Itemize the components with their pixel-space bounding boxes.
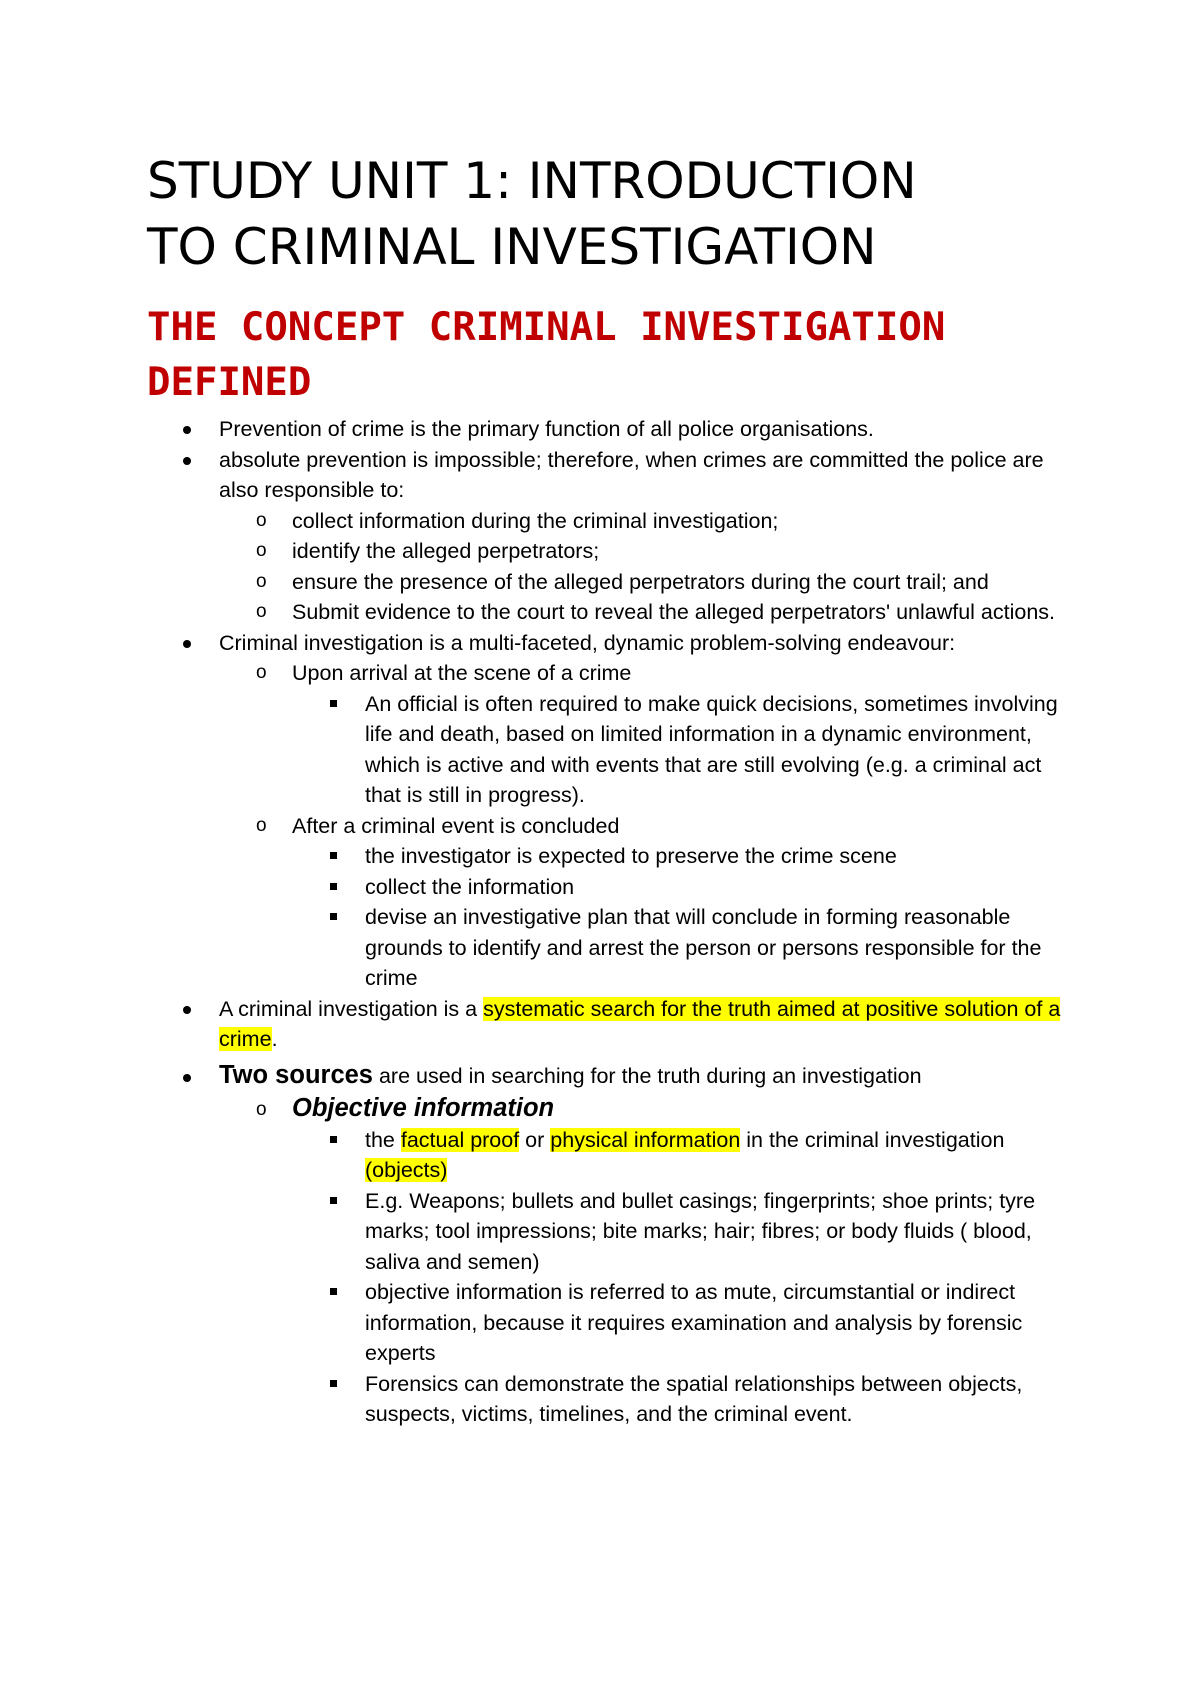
bullet-text: ensure the presence of the alleged perpetrators during the court trail; and [292, 569, 989, 594]
page-title [147, 148, 1107, 280]
list-item [292, 872, 1067, 903]
bullet-text: Prevention of crime is the primary function of all police organisations. [219, 417, 874, 441]
bullet-text: Upon arrival at the scene of a crime [292, 661, 632, 685]
sub-sub-list [292, 841, 1067, 994]
sub-list [219, 506, 1067, 628]
bullet-text: Submit evidence to the court to reveal the alleged perpetrators' unlawful actions. [292, 600, 1056, 624]
list-item [292, 902, 1067, 994]
bullet-text: the [365, 1127, 401, 1152]
bullet-text: After a criminal event is concluded [292, 813, 620, 838]
section-heading [147, 300, 1107, 410]
bullet-text: devise an investigative plan that will conclude in forming reasonable grounds to identify and arrest the person or persons responsible for the crime [365, 905, 1042, 990]
list-item [219, 506, 1067, 537]
heading-line-1: THE CONCEPT CRIMINAL INVESTIGATION [147, 305, 946, 350]
bullet-circle-icon: o [256, 570, 267, 592]
sub-list [219, 1092, 1067, 1430]
highlighted-text: systematic search for the truth aimed at positive solution of a crime [219, 996, 1061, 1051]
list-item [219, 658, 1067, 811]
bullet-text: collect the information [365, 874, 575, 899]
bullet-content [147, 414, 1067, 1430]
bullet-text: A criminal investigation is a [219, 996, 484, 1021]
bullet-circle-icon: o [256, 1098, 267, 1120]
bullet-circle-icon: o [256, 540, 267, 561]
sub-heading-text: Objective information [292, 1093, 555, 1122]
list-item [147, 414, 1067, 445]
sub-sub-list [292, 1125, 1067, 1430]
list-item [219, 1092, 1067, 1430]
title-line-2: TO CRIMINAL INVESTIGATION [147, 218, 877, 276]
list-item [219, 597, 1067, 628]
highlighted-text: physical information [550, 1127, 741, 1152]
bullet-text: in the criminal investigation [740, 1127, 1005, 1152]
list-item [147, 628, 1067, 994]
bullet-circle-icon: o [256, 509, 267, 531]
bullet-text: Criminal investigation is a multi-faceted, dynamic problem-solving endeavour: [219, 630, 956, 655]
list-item [147, 445, 1067, 628]
title-line-1: STUDY UNIT 1: INTRODUCTION [147, 152, 917, 210]
bullet-text: absolute prevention is impossible; therefore, when crimes are committed the police are also responsible to: [219, 447, 1044, 502]
bullet-list [147, 414, 1067, 1430]
bullet-text: the investigator is expected to preserve the crime scene [365, 844, 897, 868]
bullet-text: An official is often required to make quick decisions, sometimes involving life and death, based on limited information in a dynamic environment, which is active and with events that are still evolving (e.g. a criminal act that is still in progress). [365, 691, 1058, 807]
list-item [292, 1277, 1067, 1369]
list-item [292, 841, 1067, 872]
list-item [219, 811, 1067, 994]
bold-text: Two sources [219, 1060, 373, 1089]
list-item [147, 994, 1067, 1055]
bullet-text: collect information during the criminal investigation; [292, 508, 779, 533]
list-item [292, 1369, 1067, 1430]
sub-sub-list [292, 689, 1067, 811]
bullet-circle-icon: o [256, 662, 267, 683]
list-item [219, 567, 1067, 598]
bullet-circle-icon: o [256, 601, 267, 622]
bullet-text: or [519, 1127, 551, 1152]
list-item [219, 536, 1067, 567]
bullet-text: E.g. Weapons; bullets and bullet casings; fingerprints; shoe prints; tyre marks; tool impressions; bite marks; hair; fibres; or body fluids ( blood, saliva and semen) [365, 1188, 1036, 1274]
list-item [292, 689, 1067, 811]
highlighted-text: (objects) [365, 1158, 448, 1182]
sub-list [219, 658, 1067, 994]
list-item [292, 1186, 1067, 1278]
bullet-text: are used in searching for the truth during an investigation [372, 1063, 922, 1088]
bullet-text: objective information is referred to as mute, circumstantial or indirect information, because it requires examination and analysis by forensic experts [365, 1280, 1023, 1365]
list-item [147, 1059, 1067, 1430]
bullet-text: identify the alleged perpetrators; [292, 539, 600, 563]
bullet-text: . [271, 1027, 278, 1051]
list-item [292, 1125, 1067, 1186]
highlighted-text: factual proof [400, 1127, 520, 1152]
heading-line-2: DEFINED [147, 360, 312, 405]
bullet-circle-icon: o [256, 814, 267, 836]
bullet-text: Forensics can demonstrate the spatial relationships between objects, suspects, victims, timelines, and the criminal event. [365, 1371, 1023, 1426]
